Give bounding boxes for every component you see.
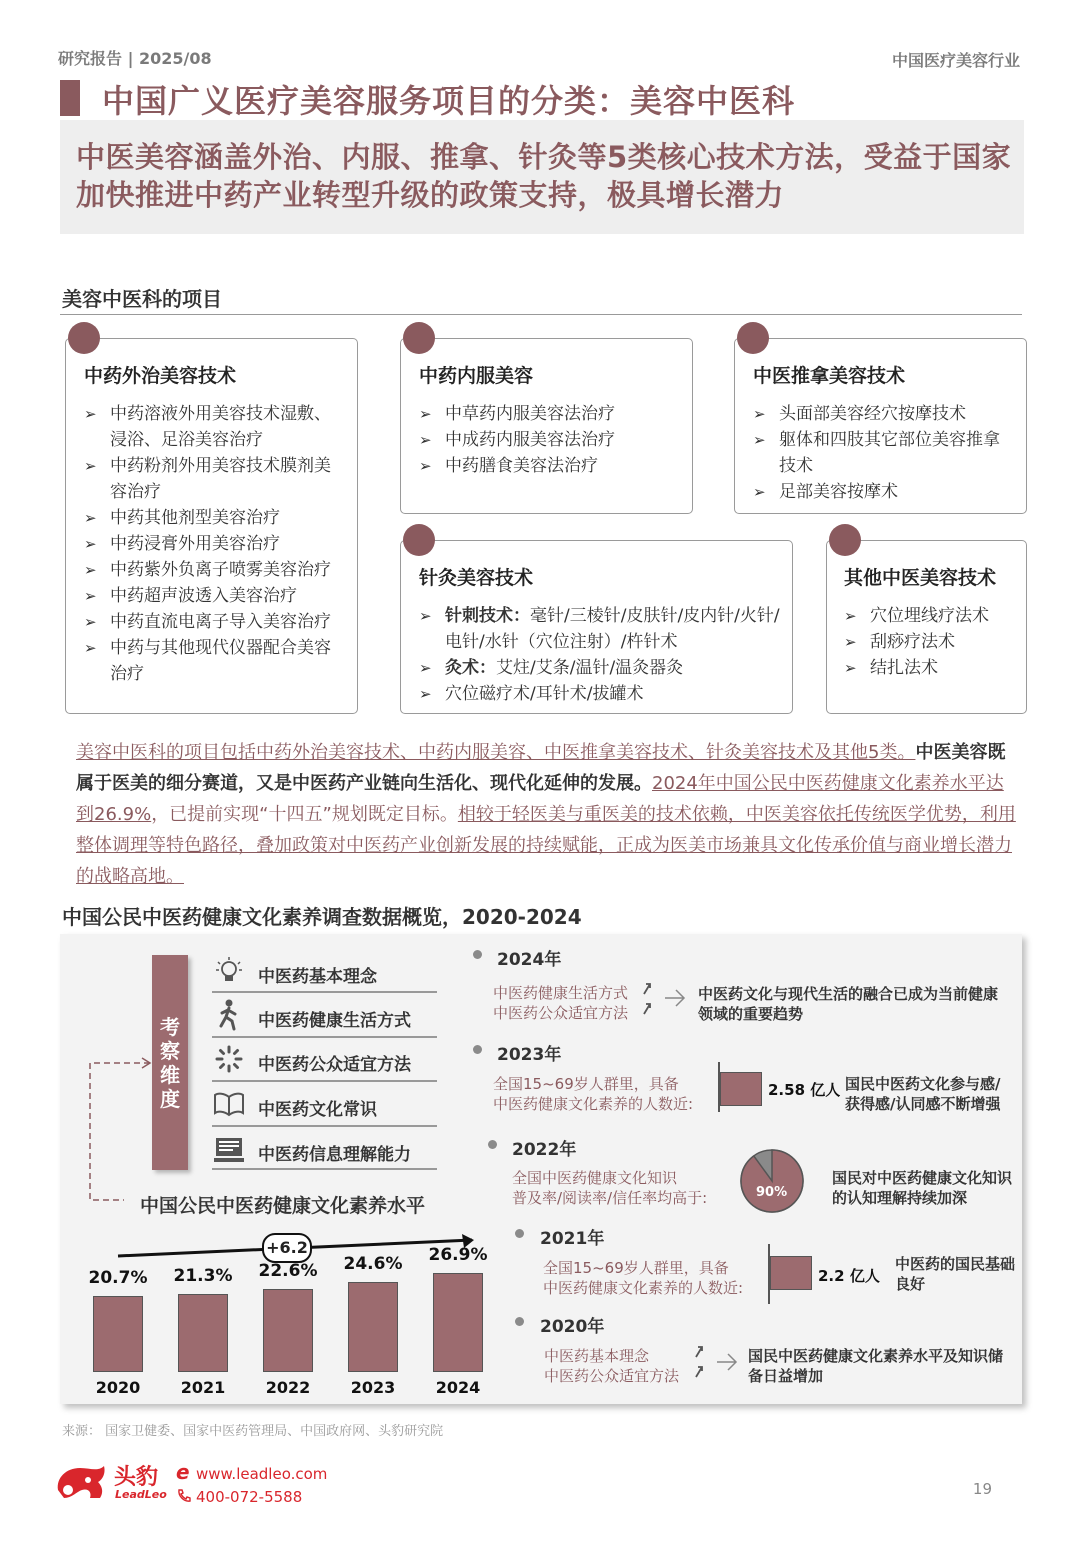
bar-2024 bbox=[433, 1273, 483, 1372]
para-sentence-3: 2024年中国公民中医药健康文化素养水平达到26.9% bbox=[76, 773, 1004, 825]
dimension-divider bbox=[212, 1080, 437, 1082]
item-text: 毫针/三棱针/皮肤针/皮内针/火针/电针/水针（穴位注射）/杵针术 bbox=[445, 606, 780, 652]
section-title: 美容中医科的项目 bbox=[62, 287, 222, 311]
para-sentence-1: 美容中医科的项目包括中药外治美容技术、中药内服美容、中医推拿美容技术、针灸美容技术及其他5类。 bbox=[76, 742, 916, 763]
bar-value-label: 21.3% bbox=[173, 1266, 233, 1286]
card-title: 其他中医美容技术 bbox=[844, 567, 997, 589]
year-label: 2022年 bbox=[512, 1140, 577, 1160]
list-item: ➢ 中草药内服美容法治疗 bbox=[419, 401, 681, 427]
value-bar bbox=[770, 1256, 812, 1290]
list-item: ➢ 头面部美容经穴按摩技术 bbox=[753, 401, 1005, 427]
bar-value-label: 22.6% bbox=[258, 1261, 318, 1281]
phone-icon bbox=[176, 1488, 192, 1504]
dimension-item: 中医药健康生活方式 bbox=[258, 1011, 411, 1031]
text-line: 中医药健康文化素养的人数近: bbox=[493, 1095, 694, 1113]
timeline-right-text: 中医药的国民基础良好 bbox=[895, 1255, 1016, 1293]
growth-value: +6.2 bbox=[266, 1238, 308, 1257]
summary-paragraph bbox=[76, 737, 1016, 892]
dimension-item: 中医药基本理念 bbox=[258, 967, 377, 987]
web-icon: e bbox=[176, 1460, 190, 1484]
bar-2023 bbox=[348, 1282, 398, 1372]
year-marker bbox=[515, 1317, 524, 1326]
card-marker bbox=[403, 322, 435, 354]
dimension-item: 中医药公众适宜方法 bbox=[258, 1055, 411, 1075]
card-list bbox=[419, 401, 681, 479]
pie-slice-main bbox=[741, 1150, 803, 1212]
year-label: 2024年 bbox=[497, 950, 562, 970]
list-item: ➢ 中药超声波透入美容治疗 bbox=[84, 583, 346, 609]
website[interactable]: www.leadleo.com bbox=[196, 1465, 328, 1483]
list-item: ➢ 中药其他剂型美容治疗 bbox=[84, 505, 346, 531]
timeline-right-text: 国民中医药文化参与感/获得感/认同感不断增强 bbox=[845, 1075, 1001, 1113]
para-sentence-4: ，已提前实现“十四五”规划既定目标。 bbox=[151, 804, 458, 825]
loading-dots-icon bbox=[214, 1044, 244, 1074]
x-tick-label: 2022 bbox=[265, 1378, 311, 1397]
bar-chart bbox=[76, 1240, 496, 1410]
card-marker bbox=[68, 322, 100, 354]
card-massage bbox=[734, 338, 1027, 514]
dimension-item: 中医药信息理解能力 bbox=[258, 1145, 411, 1165]
brand-name-en: LeadLeo bbox=[115, 1488, 167, 1501]
timeline-right-text: 中医药文化与现代生活的融合已成为当前健康领域的重要趋势 bbox=[698, 985, 999, 1023]
card-list bbox=[419, 603, 781, 707]
list-item: ➢ 结扎法术 bbox=[844, 655, 1020, 681]
timeline-left-text bbox=[512, 1168, 707, 1208]
up-arrow-icon bbox=[692, 1343, 706, 1383]
value-2021 bbox=[818, 1265, 880, 1286]
list-item: ➢ 刮痧疗法术 bbox=[844, 629, 1020, 655]
section-divider bbox=[60, 314, 1022, 315]
industry-label: 中国医疗美容行业 bbox=[891, 51, 1020, 70]
text-line: 全国中医药健康文化知识 bbox=[512, 1169, 678, 1187]
card-marker bbox=[737, 322, 769, 354]
text-line: 中医药健康生活方式 bbox=[493, 984, 629, 1002]
item-label: 针刺技术： bbox=[445, 606, 530, 626]
page-title: 中国广义医疗美容服务项目的分类：美容中医科 bbox=[102, 82, 796, 120]
bar-value-label: 26.9% bbox=[428, 1245, 488, 1265]
running-person-icon bbox=[214, 999, 244, 1031]
text-line: 中医药公众适宜方法 bbox=[493, 1004, 629, 1022]
title-accent-bar bbox=[60, 80, 80, 116]
list-item: ➢ 穴位埋线疗法术 bbox=[844, 603, 1020, 629]
value-number: 2.2 bbox=[818, 1267, 845, 1285]
para-sentence-2: 中医美容既属于医美的细分赛道，又是中医药产业链向生活化、现代化延伸的发展。 bbox=[76, 742, 1006, 794]
text-line: 普及率/阅读率/信任率均高于: bbox=[512, 1189, 708, 1207]
year-label: 2023年 bbox=[497, 1045, 562, 1065]
year-marker bbox=[488, 1140, 497, 1149]
year-label: 2021年 bbox=[540, 1229, 605, 1249]
bar-2022 bbox=[263, 1289, 313, 1372]
text-line: 中医药公众适宜方法 bbox=[544, 1367, 680, 1385]
x-tick-label: 2020 bbox=[95, 1378, 141, 1397]
bar-value-label: 20.7% bbox=[88, 1268, 148, 1288]
right-chevron-icon bbox=[716, 1352, 738, 1372]
list-item: ➢ 中药粉剂外用美容技术膜剂美容治疗 bbox=[84, 453, 346, 505]
card-internal bbox=[400, 338, 693, 514]
card-title: 中药外治美容技术 bbox=[84, 365, 237, 387]
list-item bbox=[419, 655, 781, 681]
text-line: 中医药基本理念 bbox=[544, 1347, 650, 1365]
x-tick-label: 2023 bbox=[350, 1378, 396, 1397]
list-item: ➢ 中药溶液外用美容技术湿敷、浸浴、足浴美容治疗 bbox=[84, 401, 346, 453]
dimension-divider bbox=[212, 1125, 437, 1127]
timeline-right-text: 国民对中医药健康文化知识的认知理解持续加深 bbox=[832, 1169, 1013, 1207]
dimension-divider bbox=[212, 1036, 437, 1038]
dimension-item: 中医药文化常识 bbox=[258, 1100, 377, 1120]
item-label: 灸术： bbox=[445, 658, 496, 678]
year-marker bbox=[473, 950, 482, 959]
card-acupuncture bbox=[400, 540, 793, 714]
text-line: 中医药健康文化素养的人数近: bbox=[543, 1279, 744, 1297]
dimension-label: 考察维度 bbox=[160, 1015, 180, 1111]
card-external bbox=[65, 338, 358, 714]
value-unit: 亿人 bbox=[849, 1267, 880, 1285]
para-sentence-5: 相较于轻医美与重医美的技术依赖，中医美容依托传统医学优势，利用整体调理等特色路径，叠加政策对中医药产业创新发展的持续赋能，正成为医美市场兼具文化传承价值与商业增长潜力的战略高地。 bbox=[76, 804, 1016, 887]
card-marker bbox=[403, 524, 435, 556]
text-line: 全国15~69岁人群里，具备 bbox=[493, 1075, 679, 1093]
dimension-label-box bbox=[152, 955, 188, 1170]
x-tick-label: 2024 bbox=[435, 1378, 481, 1397]
timeline-right-text: 国民中医药健康文化素养水平及知识储备日益增加 bbox=[748, 1347, 1004, 1385]
value-unit: 亿人 bbox=[810, 1081, 841, 1099]
bar-2020 bbox=[93, 1296, 143, 1372]
list-item: ➢ 足部美容按摩术 bbox=[753, 479, 1005, 505]
card-title: 针灸美容技术 bbox=[419, 567, 534, 589]
computer-icon bbox=[214, 1136, 244, 1164]
timeline-left-text bbox=[544, 1346, 679, 1386]
dimension-result: 中国公民中医药健康文化素养水平 bbox=[140, 1195, 426, 1217]
pie-chart bbox=[739, 1148, 805, 1214]
timeline-left-text bbox=[493, 983, 628, 1023]
lightbulb-icon bbox=[214, 956, 244, 986]
card-marker bbox=[829, 524, 861, 556]
value-number: 2.58 bbox=[768, 1081, 806, 1099]
value-2023 bbox=[768, 1079, 840, 1100]
card-list bbox=[753, 401, 1005, 505]
list-item: ➢ 穴位磁疗术/耳针术/拔罐术 bbox=[419, 681, 781, 707]
year-marker bbox=[515, 1229, 524, 1238]
leopard-logo-icon bbox=[54, 1460, 110, 1502]
timeline-left-text bbox=[493, 1074, 693, 1114]
dimension-connector bbox=[84, 1055, 156, 1205]
list-item: ➢ 躯体和四肢其它部位美容推拿技术 bbox=[753, 427, 1005, 479]
card-title: 中医推拿美容技术 bbox=[753, 365, 906, 387]
page-number: 19 bbox=[972, 1480, 992, 1498]
text-line: 全国15~69岁人群里，具备 bbox=[543, 1259, 729, 1277]
dimension-divider bbox=[212, 991, 437, 993]
list-item: ➢ 中成药内服美容法治疗 bbox=[419, 427, 681, 453]
list-item: ➢ 中药与其他现代仪器配合美容治疗 bbox=[84, 635, 346, 687]
year-label: 2020年 bbox=[540, 1317, 605, 1337]
card-list bbox=[844, 603, 1020, 681]
x-tick-label: 2021 bbox=[180, 1378, 226, 1397]
source-note: 来源： 国家卫健委、国家中医药管理局、中国政府网、头豹研究院 bbox=[62, 1424, 444, 1439]
phone: 400-072-5588 bbox=[196, 1488, 303, 1506]
bar-2021 bbox=[178, 1294, 228, 1372]
pie-label: 90% bbox=[756, 1185, 788, 1200]
dimension-divider bbox=[212, 1168, 437, 1170]
card-other bbox=[826, 540, 1027, 714]
open-book-icon bbox=[213, 1091, 245, 1117]
right-chevron-icon bbox=[664, 988, 686, 1008]
list-item bbox=[419, 603, 781, 655]
timeline-left-text bbox=[543, 1258, 743, 1298]
list-item: ➢ 中药膳食美容法治疗 bbox=[419, 453, 681, 479]
year-marker bbox=[473, 1045, 482, 1054]
list-item: ➢ 中药直流电离子导入美容治疗 bbox=[84, 609, 346, 635]
subtitle: 中医美容涵盖外治、内服、推拿、针灸等5类核心技术方法，受益于国家加快推进中药产业转型升级的政策支持，极具增长潜力 bbox=[76, 140, 1012, 212]
value-bar bbox=[720, 1072, 762, 1106]
report-date: 研究报告 | 2025/08 bbox=[58, 49, 212, 68]
card-list bbox=[84, 401, 346, 687]
bar-value-label: 24.6% bbox=[343, 1254, 403, 1274]
item-text: 艾炷/艾条/温针/温灸器灸 bbox=[496, 658, 684, 678]
list-item: ➢ 中药紫外负离子喷雾美容治疗 bbox=[84, 557, 346, 583]
brand-name: 头豹 bbox=[114, 1465, 159, 1490]
up-arrow-icon bbox=[640, 980, 654, 1020]
card-title: 中药内服美容 bbox=[419, 365, 534, 387]
list-item: ➢ 中药浸膏外用美容治疗 bbox=[84, 531, 346, 557]
panel-title: 中国公民中医药健康文化素养调查数据概览，2020-2024 bbox=[62, 905, 582, 929]
